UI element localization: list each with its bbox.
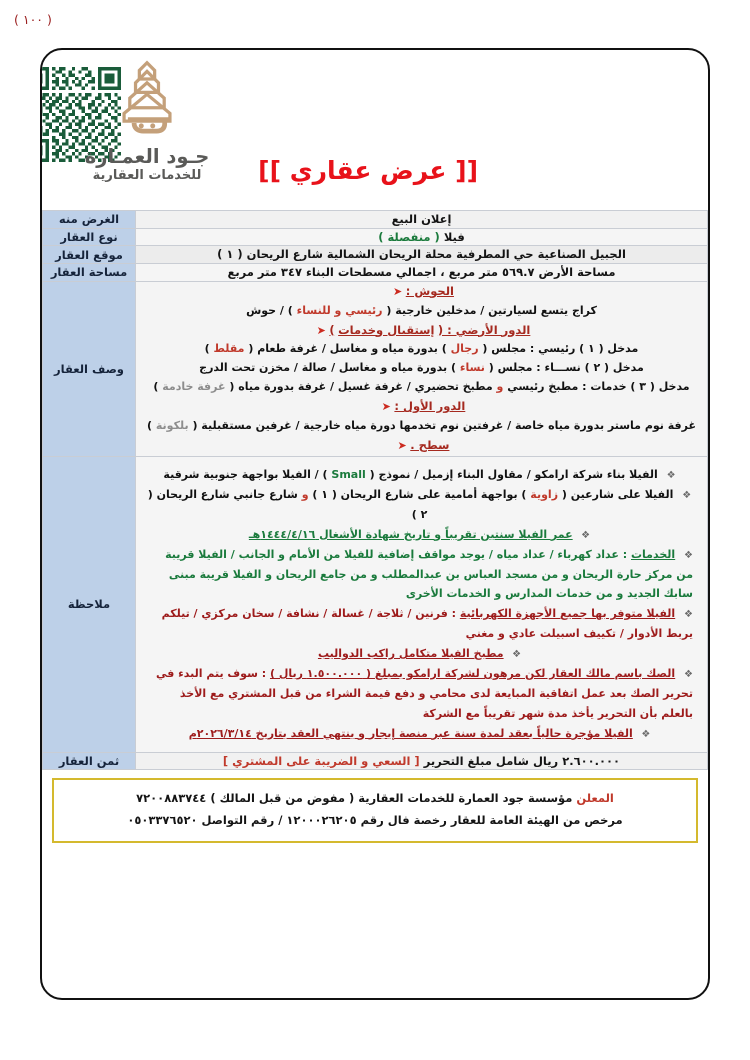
desc-entry2-b: نساء [459, 361, 485, 375]
desc-yard-c: ) / حوش [246, 303, 293, 317]
note-4-body: : عداد كهرباء / عداد مياه / يوجد مواقف إضافية للفيلا من الأمام و الجانب / الفيلا قريبة من مركز حارة الريحان و من مسجد العباس بن عبدالمطلب و من جامع الريحان و الفيلا قريبة مبنى سابك الجديد و من خدمات المدارس و الخدمات الأخرى [165, 547, 693, 601]
brand-name: جـود العمـارة [84, 145, 210, 168]
price-value [136, 752, 708, 770]
table-row-price [43, 752, 708, 770]
note-5 [146, 604, 693, 644]
note-2-a: الفيلا على شارعين ( [561, 487, 674, 501]
desc-first-floor [136, 417, 707, 436]
note-2-corner: زاوية [530, 487, 559, 501]
note-1-a: الفيلا بناء شركة ارامكو / مقاول البناء إزميل / نموذج ( [369, 467, 658, 481]
arrow-bullet-icon: ➤ [393, 284, 403, 298]
description-label: وصف العقار [43, 281, 136, 456]
table-row-notes [43, 456, 708, 752]
desc-entry1-a: مدخل ( ١ ) رئيسي : مجلس ( [482, 342, 639, 356]
note-1 [146, 465, 693, 485]
diamond-bullet-icon: ❖ [512, 649, 522, 661]
desc-entry3-c: مطبخ تحضيري / غرفة غسيل / غرفة بدورة مياه ( [229, 380, 493, 394]
brand-logo [72, 58, 222, 184]
desc-entry1-c: ) بدورة مياه و مغاسل / غرفة طعام ( [248, 342, 447, 356]
table-row-location [43, 246, 708, 264]
desc-ground-heading-line [136, 321, 707, 341]
page-title: [[ عرض عقاري ]] [258, 156, 478, 185]
diamond-bullet-icon: ❖ [666, 469, 676, 481]
desc-roof-heading-line [136, 436, 707, 456]
table-row-purpose [43, 211, 708, 229]
desc-ground-heading: الدور الأرضي : ( [437, 322, 531, 337]
desc-ff-a: غرفة نوم ماستر بدورة مياه خاصة / غرفتين نوم تخدمها دورة مياه خارجية / غرفين مستقبلية ( [192, 419, 696, 433]
note-3-text: عمر الفيلا سنتين تقريباً و تاريخ شهادة الأشغال ١٤٤٤/٤/١٦هـ [248, 527, 573, 541]
purpose-value: إعلان البيع [136, 211, 708, 229]
desc-first-floor-heading-line [136, 397, 707, 417]
type-paren: ( منفصلة ) [378, 229, 440, 244]
description-value [136, 281, 708, 456]
note-8 [146, 724, 693, 744]
desc-entry2 [136, 359, 707, 378]
desc-entry3-d: غرفة خادمة [162, 380, 226, 394]
price-text: ريال شامل مبلغ التحرير [423, 753, 559, 768]
desc-ground-heading-b: إستقبال وخدمات [338, 322, 435, 337]
note-7-head: الصك باسم مالك العقار لكن مرهون لشركة ارامكو بمبلغ ( ١.٥٠٠.٠٠٠ ريال ) [269, 667, 676, 681]
desc-entry1-d: مقلط [213, 342, 245, 356]
advertiser-number: ٧٢٠٠٨٨٣٧٤٤ [136, 791, 207, 806]
desc-entry1-e: ) [204, 342, 210, 356]
advertiser-text: مؤسسة جود العمارة للخدمات العقارية ( مفوض من قبل المالك ) [210, 791, 573, 806]
diamond-bullet-icon: ❖ [684, 549, 693, 561]
table-row-area [43, 264, 708, 282]
desc-yard-heading: الحوش : [405, 283, 454, 298]
desc-entry2-c: ) بدورة مياه و مغاسل / صالة / مخزن تحت الدرج [199, 361, 456, 375]
table-row-description [43, 281, 708, 456]
desc-entry3-e: ) [153, 380, 159, 394]
desc-first-floor-heading: الدور الأول : [394, 399, 466, 414]
arrow-bullet-icon: ➤ [397, 438, 407, 452]
type-label: نوع العقار [43, 228, 136, 246]
offer-table [42, 210, 708, 770]
note-7 [146, 664, 693, 724]
arrow-bullet-icon: ➤ [316, 323, 326, 337]
desc-ff-c: ) [147, 419, 153, 433]
note-4-head: الخدمات [631, 547, 676, 561]
notes-label: ملاحظة [43, 456, 136, 752]
footer-line-2: مرخص من الهيئة العامة للعقار رخصة فال رقم ١٢٠٠٠٢٦٢٠٥ / رقم التواصل ٠٥٠٣٣٧٦٥٢٠ [127, 813, 623, 828]
desc-roof-heading: سطح . [410, 437, 450, 452]
diamond-bullet-icon: ❖ [684, 609, 693, 621]
location-value: الجبيل الصناعية حي المطرفية محلة الريحان الشمالية شارع الريحان ( ١ ) [136, 246, 708, 264]
area-value: مساحة الأرض ٥٦٩.٧ متر مربع ، اجمالي مسطحات البناء ٣٤٧ متر مربع [136, 264, 708, 282]
desc-entry1-b: رجال [450, 342, 479, 356]
desc-entry1 [136, 340, 707, 359]
price-label: ثمن العقار [43, 752, 136, 770]
type-main: فيلا [443, 229, 465, 244]
desc-yard-a: كراج يتسع لسيارتين / مدخلين خارجية ( [386, 303, 597, 317]
desc-ground-heading-c: ) [329, 322, 335, 337]
desc-yard-heading-line [136, 282, 707, 302]
document-header [42, 50, 708, 210]
diamond-bullet-icon: ❖ [641, 728, 651, 740]
arrow-bullet-icon: ➤ [381, 400, 391, 414]
note-2 [146, 485, 693, 525]
location-label: موقع العقار [43, 246, 136, 264]
note-2-b: ) بواجهة أمامية على شارع الريحان ( ١ ) [312, 487, 527, 501]
page-number-label: ( ١٠٠ ) [14, 12, 52, 27]
note-3 [146, 525, 693, 545]
desc-entry2-a: مدخل ( ٢ ) نســـاء : مجلس ( [488, 361, 644, 375]
note-1-b: ) / الفيلا بواجهة جنوبية شرقية [163, 467, 328, 481]
area-label: مساحة العقار [43, 264, 136, 282]
note-2-c: شارع جانبي شارع الريحان ( ٢ ) [147, 487, 428, 521]
brand-subtitle: للخدمات العقارية [92, 168, 202, 184]
desc-entry3 [136, 378, 707, 397]
note-6-text: مطبخ الفيلا متكامل راكب الدواليب [317, 647, 504, 661]
note-5-body: : فرنين / ثلاجة / غسالة / نشافة / سخان مركزي / تيلكم يربط الأدوار / تكييف اسبيلت عادي و مغني [161, 607, 693, 641]
notes-value [136, 456, 708, 752]
desc-ff-b: بلكونة [155, 419, 189, 433]
note-1-model: Small [331, 467, 366, 481]
diamond-bullet-icon: ❖ [581, 529, 591, 541]
note-2-and: و [301, 487, 309, 501]
price-amount: ٢.٦٠٠.٠٠٠ [562, 753, 621, 768]
note-6 [146, 644, 693, 664]
note-4 [146, 545, 693, 605]
diamond-bullet-icon: ❖ [684, 669, 693, 681]
diamond-bullet-icon: ❖ [682, 489, 692, 501]
desc-yard-b: رئيسي و للنساء [296, 303, 383, 317]
purpose-label: الغرض منه [43, 211, 136, 229]
advertiser-label: المعلن [576, 791, 614, 806]
footer-line-1 [64, 788, 686, 810]
desc-entry3-b: و [496, 380, 504, 394]
desc-yard-text [136, 302, 707, 321]
table-row-type [43, 228, 708, 246]
desc-entry3-a: مدخل ( ٣ ) خدمات : مطبخ رئيسي [507, 380, 690, 394]
jood-architectural-monogram-icon [99, 58, 195, 144]
note-8-text: الفيلا مؤجرة حالياً بعقد لمدة سنة عبر منصة إيجار و ينتهي العقد بتاريخ ٢٠٢٦/٣/١٤م [188, 726, 633, 740]
note-7-body: : سوف يتم البدء في تحرير الصك بعد عمل اتفاقية المبايعة لدى محامي و دفع قيمة الشراء من قبل المشتري مع الأخذ بالعلم بأن التحرير يأخذ مدة شهر تقريباً مع الشركة [155, 667, 693, 720]
note-5-head: الفيلا متوفر بها جميع الأجهزة الكهربائية [459, 607, 676, 621]
price-bracket: [ السعي و الضريبة على المشتري ] [222, 753, 420, 768]
offer-card [40, 48, 710, 1000]
advertiser-footer [52, 778, 698, 843]
page-number [14, 12, 52, 27]
type-value [136, 228, 708, 246]
